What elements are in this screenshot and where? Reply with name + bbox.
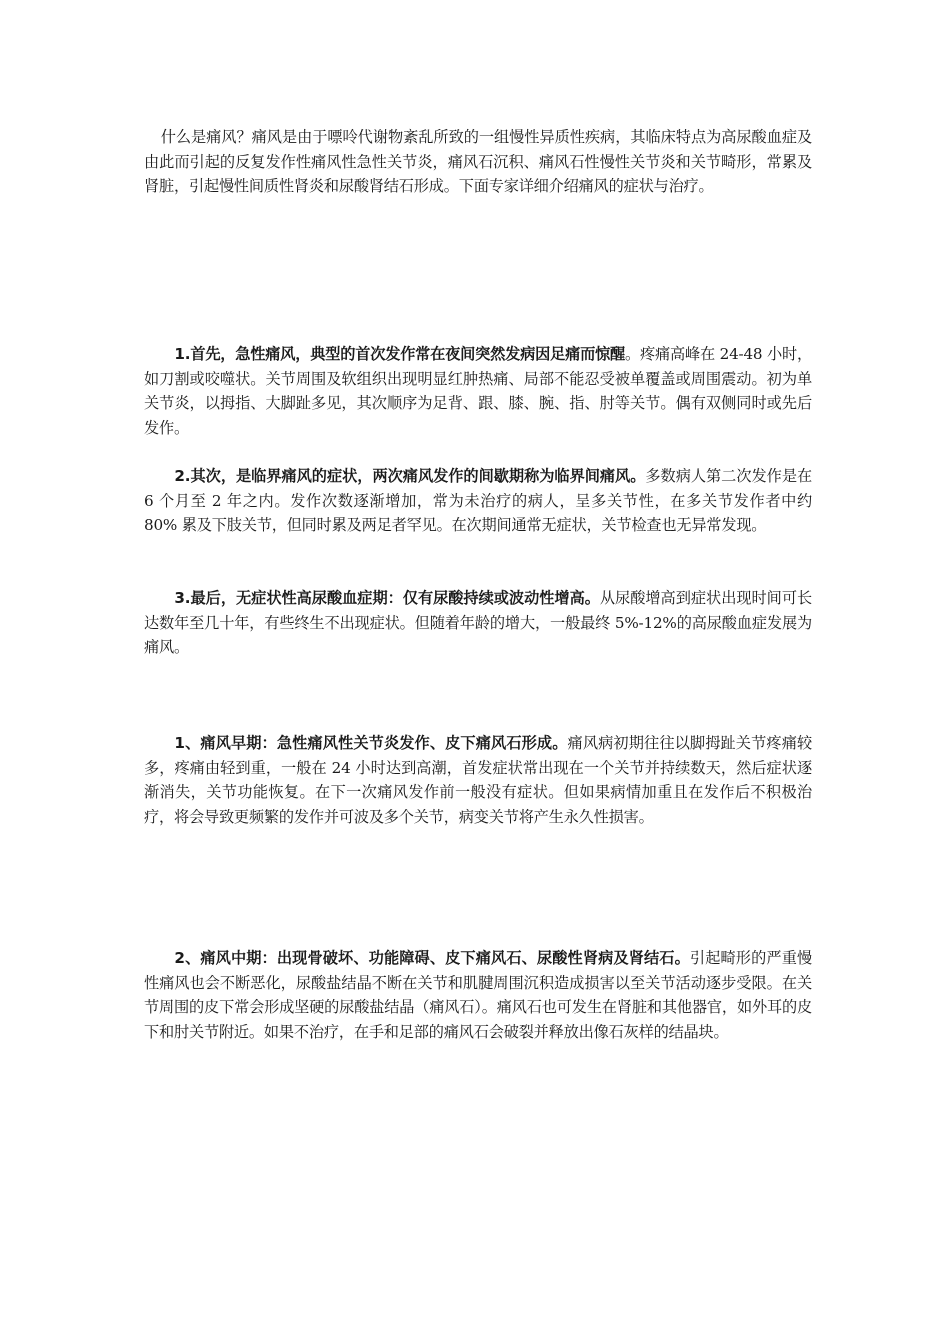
section-paragraph-acute (144, 342, 812, 440)
section-lead: 2.其次，是临界痛风的症状，两次痛风发作的间歇期称为临界间痛风。 (174, 467, 646, 485)
section-paragraph-early-stage (144, 731, 812, 829)
section-lead: 2、痛风中期：出现骨破坏、功能障碍、皮下痛风石、尿酸性肾病及肾结石。 (174, 949, 690, 967)
section-paragraph-middle-stage (144, 946, 812, 1044)
section-body: 多数病人第二次发作是在 6 个月至 2 年之内。发作次数逐渐增加，常为未治疗的病人，呈多关节性，在多关节发作者中约 80% 累及下肢关节，但同时累及两足者罕见。在次期间通常无症状，关节检查也无异常发现。 (144, 467, 812, 535)
section-paragraph-asymptomatic (144, 586, 812, 660)
section-lead: 3.最后，无症状性高尿酸血症期：仅有尿酸持续或波动性增高。 (174, 589, 600, 607)
section-body: 从尿酸增高到症状出现时间可长达数年至几十年，有些终生不出现症状。但随着年龄的增大，一般最终 5%-12%的高尿酸血症发展为痛风。 (144, 589, 812, 657)
intro-paragraph (144, 125, 812, 199)
section-body: 痛风病初期往往以脚拇趾关节疼痛较多，疼痛由轻到重，一般在 24 小时达到高潮，首发症状常出现在一个关节并持续数天，然后症状逐渐消失，关节功能恢复。在下一次痛风发作前一般没有症状。但如果病情加重且在发作后不积极治疗，将会导致更频繁的发作并可波及多个关节，病变关节将产生永久性损害。 (144, 734, 812, 826)
section-lead: 1.首先，急性痛风，典型的首次发作常在夜间突然发病因足痛而惊醒 (174, 345, 626, 363)
section-body: 。疼痛高峰在 24-48 小时，如刀割或咬噬状。关节周围及软组织出现明显红肿热痛、局部不能忍受被单覆盖或周围震动。初为单关节炎，以拇指、大脚趾多见，其次顺序为足背、跟、膝、腕、指、肘等关节。偶有双侧同时或先后发作。 (144, 345, 812, 437)
intro-text: 什么是痛风？痛风是由于嘌呤代谢物紊乱所致的一组慢性异质性疾病，其临床特点为高尿酸血症及由此而引起的反复发作性痛风性急性关节炎，痛风石沉积、痛风石性慢性关节炎和关节畸形，常累及肾脏，引起慢性间质性肾炎和尿酸肾结石形成。下面专家详细介绍痛风的症状与治疗。 (144, 128, 812, 196)
section-paragraph-intercritical (144, 464, 812, 538)
section-body: 引起畸形的严重慢性痛风也会不断恶化，尿酸盐结晶不断在关节和肌腱周围沉积造成损害以至关节活动逐步受限。在关节周围的皮下常会形成坚硬的尿酸盐结晶（痛风石）。痛风石也可发生在肾脏和其他器官，如外耳的皮下和肘关节附近。如果不治疗，在手和足部的痛风石会破裂并释放出像石灰样的结晶块。 (144, 949, 812, 1041)
section-lead: 1、痛风早期：急性痛风性关节炎发作、皮下痛风石形成。 (174, 734, 568, 752)
